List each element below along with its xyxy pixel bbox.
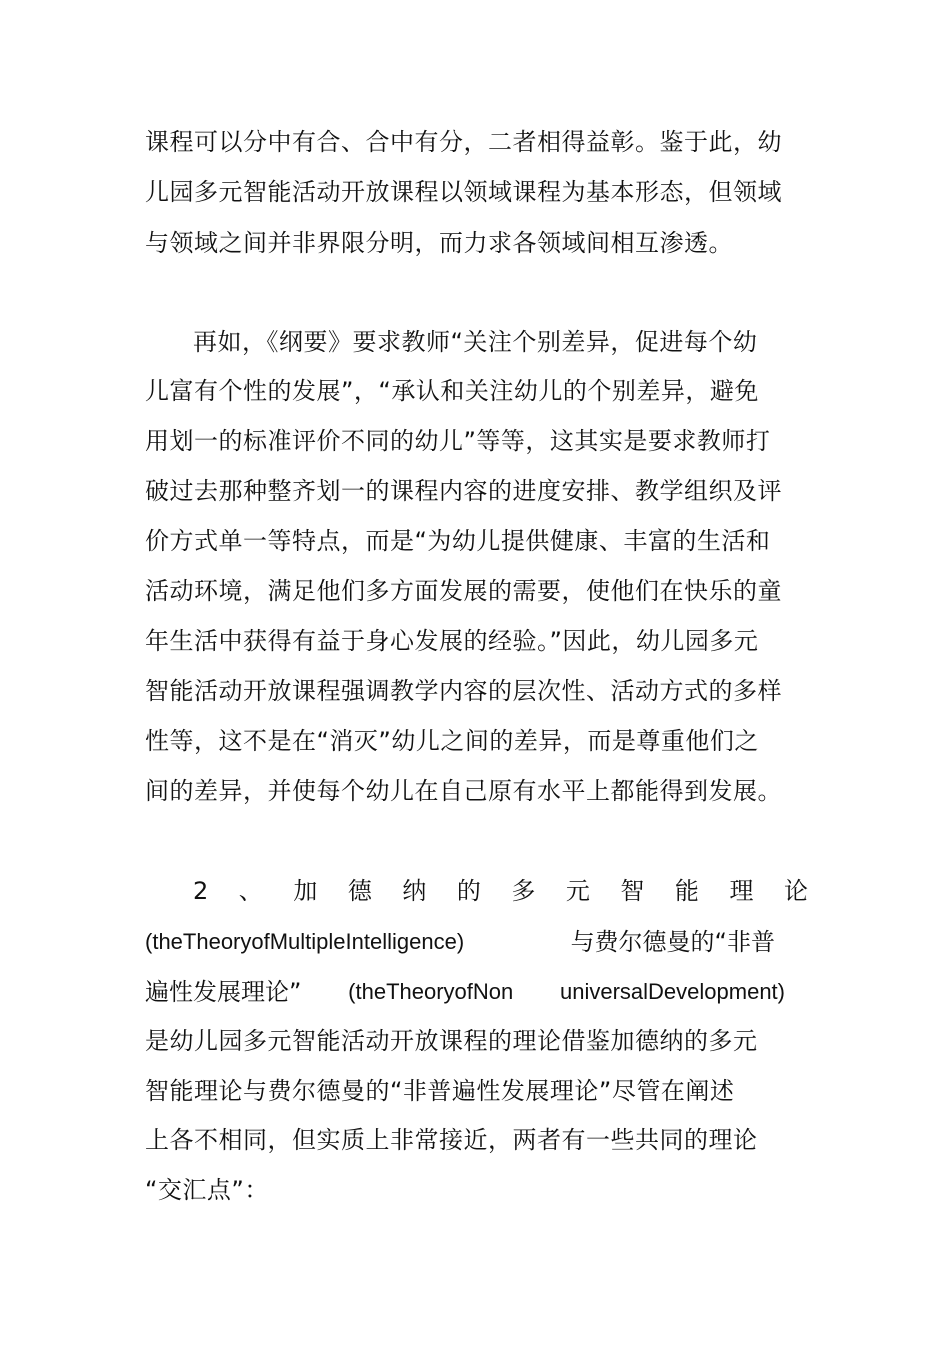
text-line: 破过去那种整齐划一的课程内容的进度安排、教学组织及评 (145, 477, 782, 505)
section-2-heading (193, 876, 808, 906)
text-line: 活动环境，满足他们多方面发展的需要，使他们在快乐的童 (145, 577, 782, 605)
theory-text: 遍性发展理论” (145, 978, 302, 1006)
text-line: 儿富有个性的发展”，“承认和关注幼儿的个别差异，避免 (145, 377, 759, 405)
text-line: 价方式单一等特点，而是“为幼儿提供健康、丰富的生活和 (145, 527, 771, 555)
heading-char: 纳 (402, 877, 427, 905)
theory-line-2 (145, 977, 785, 1007)
theory-name-english: (theTheoryofMultipleIntelligence) (145, 929, 465, 954)
heading-char: 能 (674, 877, 699, 905)
text-line: 课程可以分中有合、合中有分，二者相得益彰。鉴于此，幼 (145, 128, 782, 156)
theory-line-1 (145, 927, 775, 957)
heading-char: 多 (511, 877, 536, 905)
heading-char: 的 (456, 877, 481, 905)
text-line: 儿园多元智能活动开放课程以领域课程为基本形态，但领域 (145, 178, 782, 206)
text-line: 再如，《纲要》要求教师“关注个别差异，促进每个幼 (193, 328, 758, 356)
heading-char: 论 (783, 877, 808, 905)
heading-char: 元 (565, 877, 590, 905)
heading-char: 加 (293, 877, 318, 905)
heading-char: 智 (620, 877, 645, 905)
theory-text: 与费尔德曼的“非普 (570, 928, 775, 956)
text-line: 性等，这不是在“消灭”幼儿之间的差异，而是尊重他们之 (145, 727, 759, 755)
heading-char: 2 (193, 877, 209, 905)
text-line: 上各不相同，但实质上非常接近，两者有一些共同的理论 (145, 1126, 758, 1154)
text-line: 与领域之间并非界限分明，而力求各领域间相互渗透。 (145, 229, 733, 257)
heading-char: 、 (238, 877, 263, 905)
text-line: “交汇点”： (145, 1176, 269, 1204)
text-line: 用划一的标准评价不同的幼儿”等等，这其实是要求教师打 (145, 427, 771, 455)
text-line: 间的差异，并使每个幼儿在自己原有水平上都能得到发展。 (145, 777, 782, 805)
text-line: 年生活中获得有益于身心发展的经验。”因此，幼儿园多元 (145, 627, 759, 655)
heading-char: 德 (347, 877, 372, 905)
text-line: 智能理论与费尔德曼的“非普遍性发展理论”尽管在阐述 (145, 1077, 735, 1105)
heading-char: 理 (729, 877, 754, 905)
theory-name-english: universalDevelopment) (560, 979, 785, 1004)
text-line: 是幼儿园多元智能活动开放课程的理论借鉴加德纳的多元 (145, 1027, 758, 1055)
theory-name-english: (theTheoryofNon (348, 979, 514, 1004)
text-line: 智能活动开放课程强调教学内容的层次性、活动方式的多样 (145, 677, 782, 705)
